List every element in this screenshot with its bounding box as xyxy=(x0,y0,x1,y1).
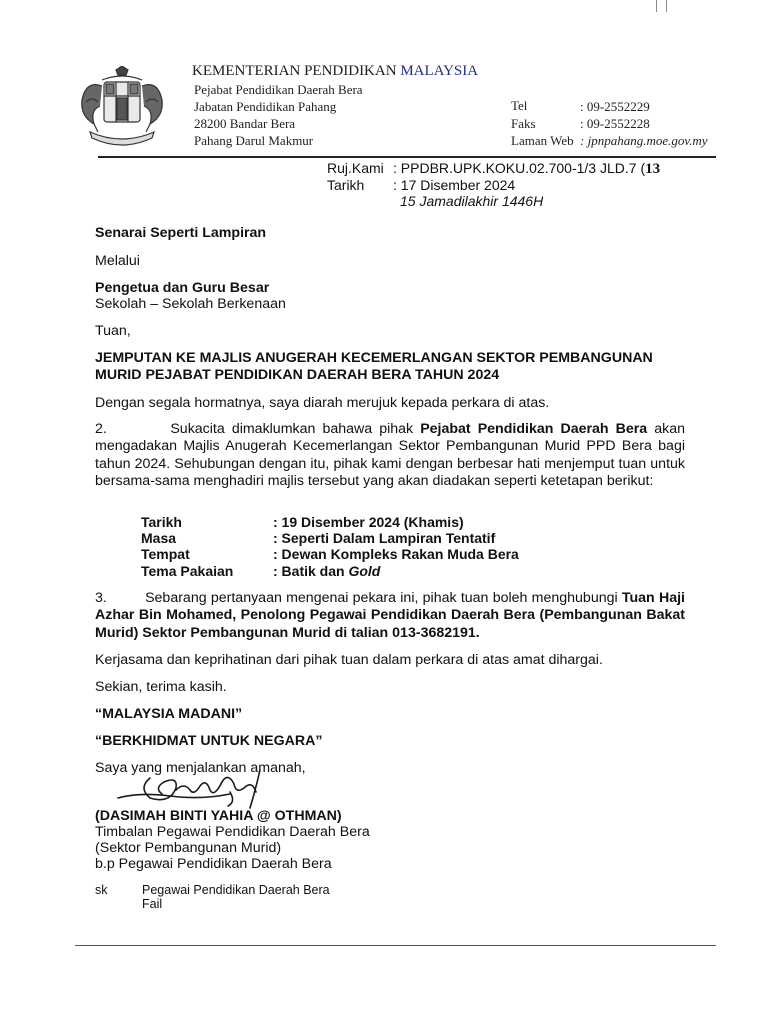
address-line: Pejabat Pendidikan Daerah Bera xyxy=(194,82,363,97)
event-label: Tempat xyxy=(141,546,190,562)
tel-label: Tel xyxy=(511,98,528,113)
website-value: : jpnpahang.moe.gov.my xyxy=(580,133,708,148)
salutation: Tuan, xyxy=(95,323,131,339)
date-value: : 17 Disember 2024 xyxy=(393,177,516,193)
address-line: 28200 Bandar Bera xyxy=(194,116,296,131)
letterhead-divider xyxy=(98,156,716,158)
event-value: : Dewan Kompleks Rakan Muda Bera xyxy=(273,546,519,562)
ref-value: : PPDBR.UPK.KOKU.02.700-1/3 JLD.7 (13 xyxy=(393,160,661,177)
ministry-title: KEMENTERIAN PENDIDIKAN MALAYSIA xyxy=(192,63,479,79)
cc-recipient: Fail xyxy=(142,897,163,911)
event-value: : Batik dan Gold xyxy=(273,563,381,579)
event-label: Masa xyxy=(141,530,177,546)
cc-recipient: Pegawai Pendidikan Daerah Bera xyxy=(142,883,330,897)
event-value: : 19 Disember 2024 (Khamis) xyxy=(273,514,464,530)
via-line: Melalui xyxy=(95,253,140,269)
paragraph-2: 2. Sukacita dimaklumkan bahawa pihak Pejabat Pendidikan Daerah Bera akan mengadakan Majlis Anugerah Kecemerlangan Sektor Pembangunan Murid PPD Bera bagi tahun 2024. Sehubungan dengan itu, pihak kami dengan berbesar hati menjemput tuan untuk bersama-sama menghadiri majlis tersebut yang akan diadakan seperti ketetapan berikut: xyxy=(95,421,685,490)
signatory-title: Timbalan Pegawai Pendidikan Daerah Bera xyxy=(95,824,370,840)
scan-corner-mark xyxy=(656,0,667,12)
event-label: Tema Pakaian xyxy=(141,563,234,579)
slogan-madani: “MALAYSIA MADANI” xyxy=(95,706,243,722)
paragraph-3: 3. Sebarang pertanyaan mengenai pekara ini, pihak tuan boleh menghubungi Tuan Haji Azhar Bin Mohamed, Penolong Pegawai Pendidikan Daerah Bera (Pembangunan Bakat Murid) Sektor Pembangunan Murid di talian 013-3682191. xyxy=(95,590,685,641)
tel-value: : 09-2552229 xyxy=(580,99,650,114)
address-line: Pahang Darul Makmur xyxy=(194,133,314,148)
paragraph-4: Kerjasama dan keprihatinan dari pihak tuan dalam perkara di atas amat dihargai. xyxy=(95,652,603,668)
event-value: : Seperti Dalam Lampiran Tentatif xyxy=(273,530,496,546)
signatory-unit: (Sektor Pembangunan Murid) xyxy=(95,840,282,856)
address-line: Jabatan Pendidikan Pahang xyxy=(194,99,337,114)
ref-label: Ruj.Kami xyxy=(327,160,384,176)
signatory-name: (DASIMAH BINTI YAHIA @ OTHMAN) xyxy=(95,808,342,824)
handwritten-ref-number: 13 xyxy=(645,161,661,177)
slogan-berkhidmat: “BERKHIDMAT UNTUK NEGARA” xyxy=(95,733,323,749)
date-label: Tarikh xyxy=(327,177,365,193)
fax-label: Faks xyxy=(511,116,536,131)
subject-line: MURID PEJABAT PENDIDIKAN DAERAH BERA TAHUN 2024 xyxy=(95,367,500,383)
closing-thanks: Sekian, terima kasih. xyxy=(95,679,227,695)
footer-divider xyxy=(75,945,716,946)
paragraph-intro: Dengan segala hormatnya, saya diarah merujuk kepada perkara di atas. xyxy=(95,395,550,411)
malaysia-coat-of-arms-icon xyxy=(72,66,172,152)
attn-org: Sekolah – Sekolah Berkenaan xyxy=(95,296,286,312)
hijri-date: 15 Jamadilakhir 1446H xyxy=(400,193,544,209)
fax-value: : 09-2552228 xyxy=(580,116,650,131)
subject-line: JEMPUTAN KE MAJLIS ANUGERAH KECEMERLANGAN SEKTOR PEMBANGUNAN xyxy=(95,350,653,366)
handwritten-signature xyxy=(110,768,270,810)
signatory-on-behalf: b.p Pegawai Pendidikan Daerah Bera xyxy=(95,856,332,872)
cc-label: sk xyxy=(95,883,108,897)
addressee: Senarai Seperti Lampiran xyxy=(95,225,267,241)
website-label: Laman Web xyxy=(511,133,574,148)
event-label: Tarikh xyxy=(141,514,182,530)
trust-line: Saya yang menjalankan amanah, xyxy=(95,760,306,776)
attn-title: Pengetua dan Guru Besar xyxy=(95,280,270,296)
